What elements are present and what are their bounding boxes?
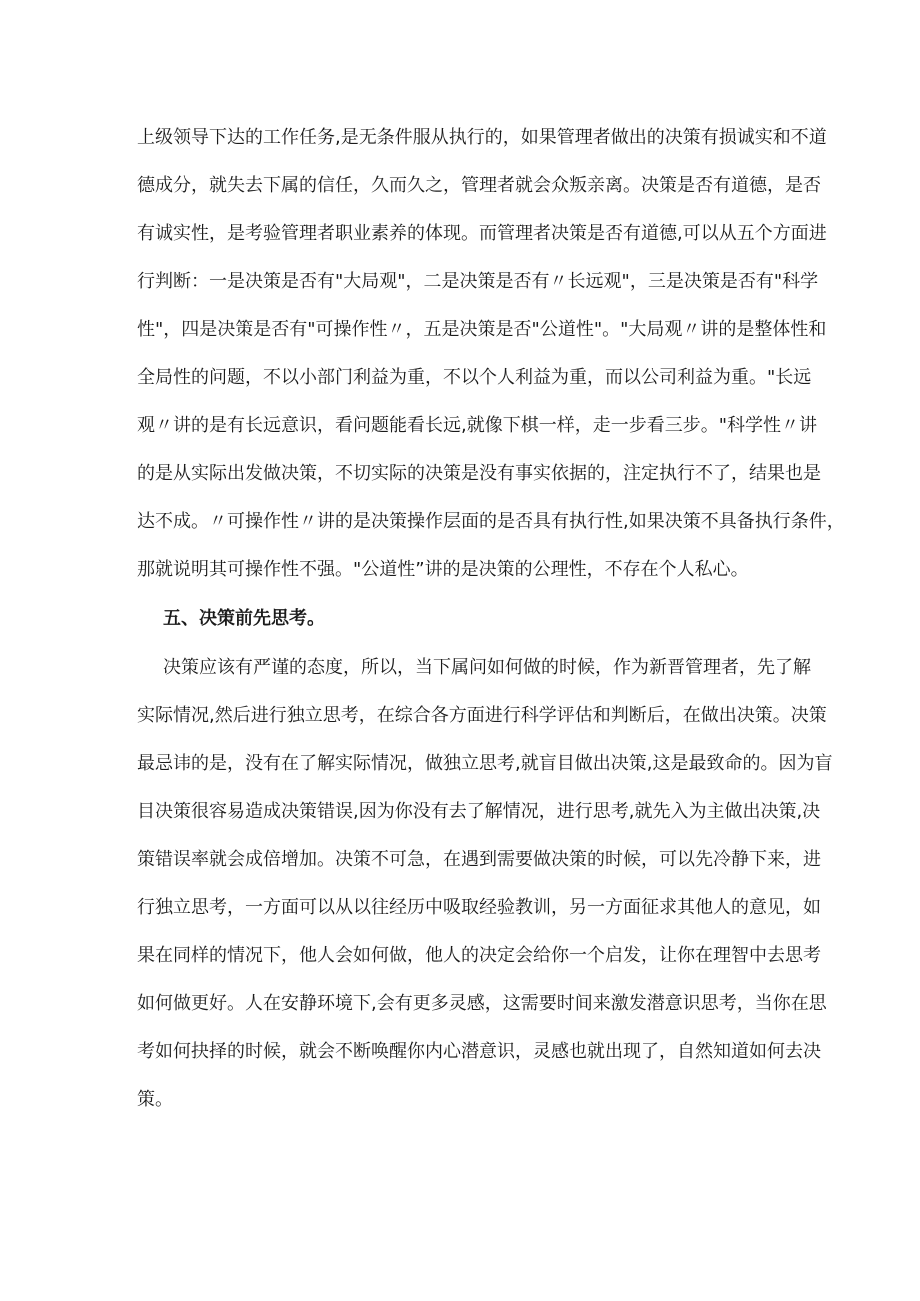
paragraph-line: 全局性的问题，不以小部门利益为重，不以个人利益为重，而以公司利益为重。"长远 bbox=[137, 367, 812, 388]
paragraph-line: 如何做更好。人在安静环境下,会有更多灵感，这需要时间来激发潜意识思考，当你在思 bbox=[137, 993, 827, 1014]
paragraph-line: 那就说明其可操作性不强。"公道性”讲的是决策的公理性，不存在个人私心。 bbox=[137, 559, 749, 580]
paragraph-line: 实际情况,然后进行独立思考，在综合各方面进行科学评估和判断后，在做出决策。决策 bbox=[137, 705, 827, 726]
paragraph-line: 上级领导下达的工作任务,是无条件服从执行的，如果管理者做出的决策有损诚实和不道 bbox=[137, 127, 827, 148]
paragraph-line: 行判断：一是决策是否有"大局观"，二是决策是否有〃长远观"，三是决策是否有"科学 bbox=[137, 271, 819, 292]
paragraph-line: 考如何抉择的时候，就会不断唤醒你内心潜意识，灵感也就出现了，自然知道如何去决 bbox=[137, 1041, 821, 1062]
paragraph-line: 决策应该有严谨的态度，所以，当下属问如何做的时候，作为新晋管理者，先了解 bbox=[163, 657, 811, 678]
section-heading: 五、决策前先思考。 bbox=[163, 608, 325, 629]
paragraph-line: 策错误率就会成倍增加。决策不可急，在遇到需要做决策的时候，可以先冷静下来，进 bbox=[137, 849, 821, 870]
paragraph-line: 果在同样的情况下，他人会如何做，他人的决定会给你一个启发，让你在理智中去思考 bbox=[137, 945, 821, 966]
paragraph-line: 观〃讲的是有长远意识，看问题能看长远,就像下棋一样，走一步看三步。"科学性〃讲 bbox=[137, 415, 817, 436]
paragraph-line: 策。 bbox=[137, 1089, 173, 1110]
paragraph-line: 有诚实性，是考验管理者职业素养的体现。而管理者决策是否有道德,可以从五个方面进 bbox=[137, 223, 827, 244]
paragraph-line: 最忌讳的是，没有在了解实际情况，做独立思考,就盲目做出决策,这是最致命的。因为盲 bbox=[137, 753, 833, 774]
paragraph-line: 德成分，就失去下属的信任，久而久之，管理者就会众叛亲离。决策是否有道德，是否 bbox=[137, 175, 821, 196]
paragraph-line: 行独立思考，一方面可以从以往经历中吸取经验教训，另一方面征求其他人的意见，如 bbox=[137, 897, 821, 918]
paragraph-line: 达不成。〃可操作性〃讲的是决策操作层面的是否具有执行性,如果决策不具备执行条件， bbox=[137, 511, 845, 532]
paragraph-line: 性"，四是决策是否有"可操作性〃，五是决策是否"公道性"。"大局观〃讲的是整体性和 bbox=[137, 319, 827, 340]
paragraph-line: 的是从实际出发做决策，不切实际的决策是没有事实依据的，注定执行不了，结果也是 bbox=[137, 463, 821, 484]
paragraph-line: 目决策很容易造成决策错误,因为你没有去了解情况，进行思考,就先入为主做出决策,决 bbox=[137, 801, 821, 822]
